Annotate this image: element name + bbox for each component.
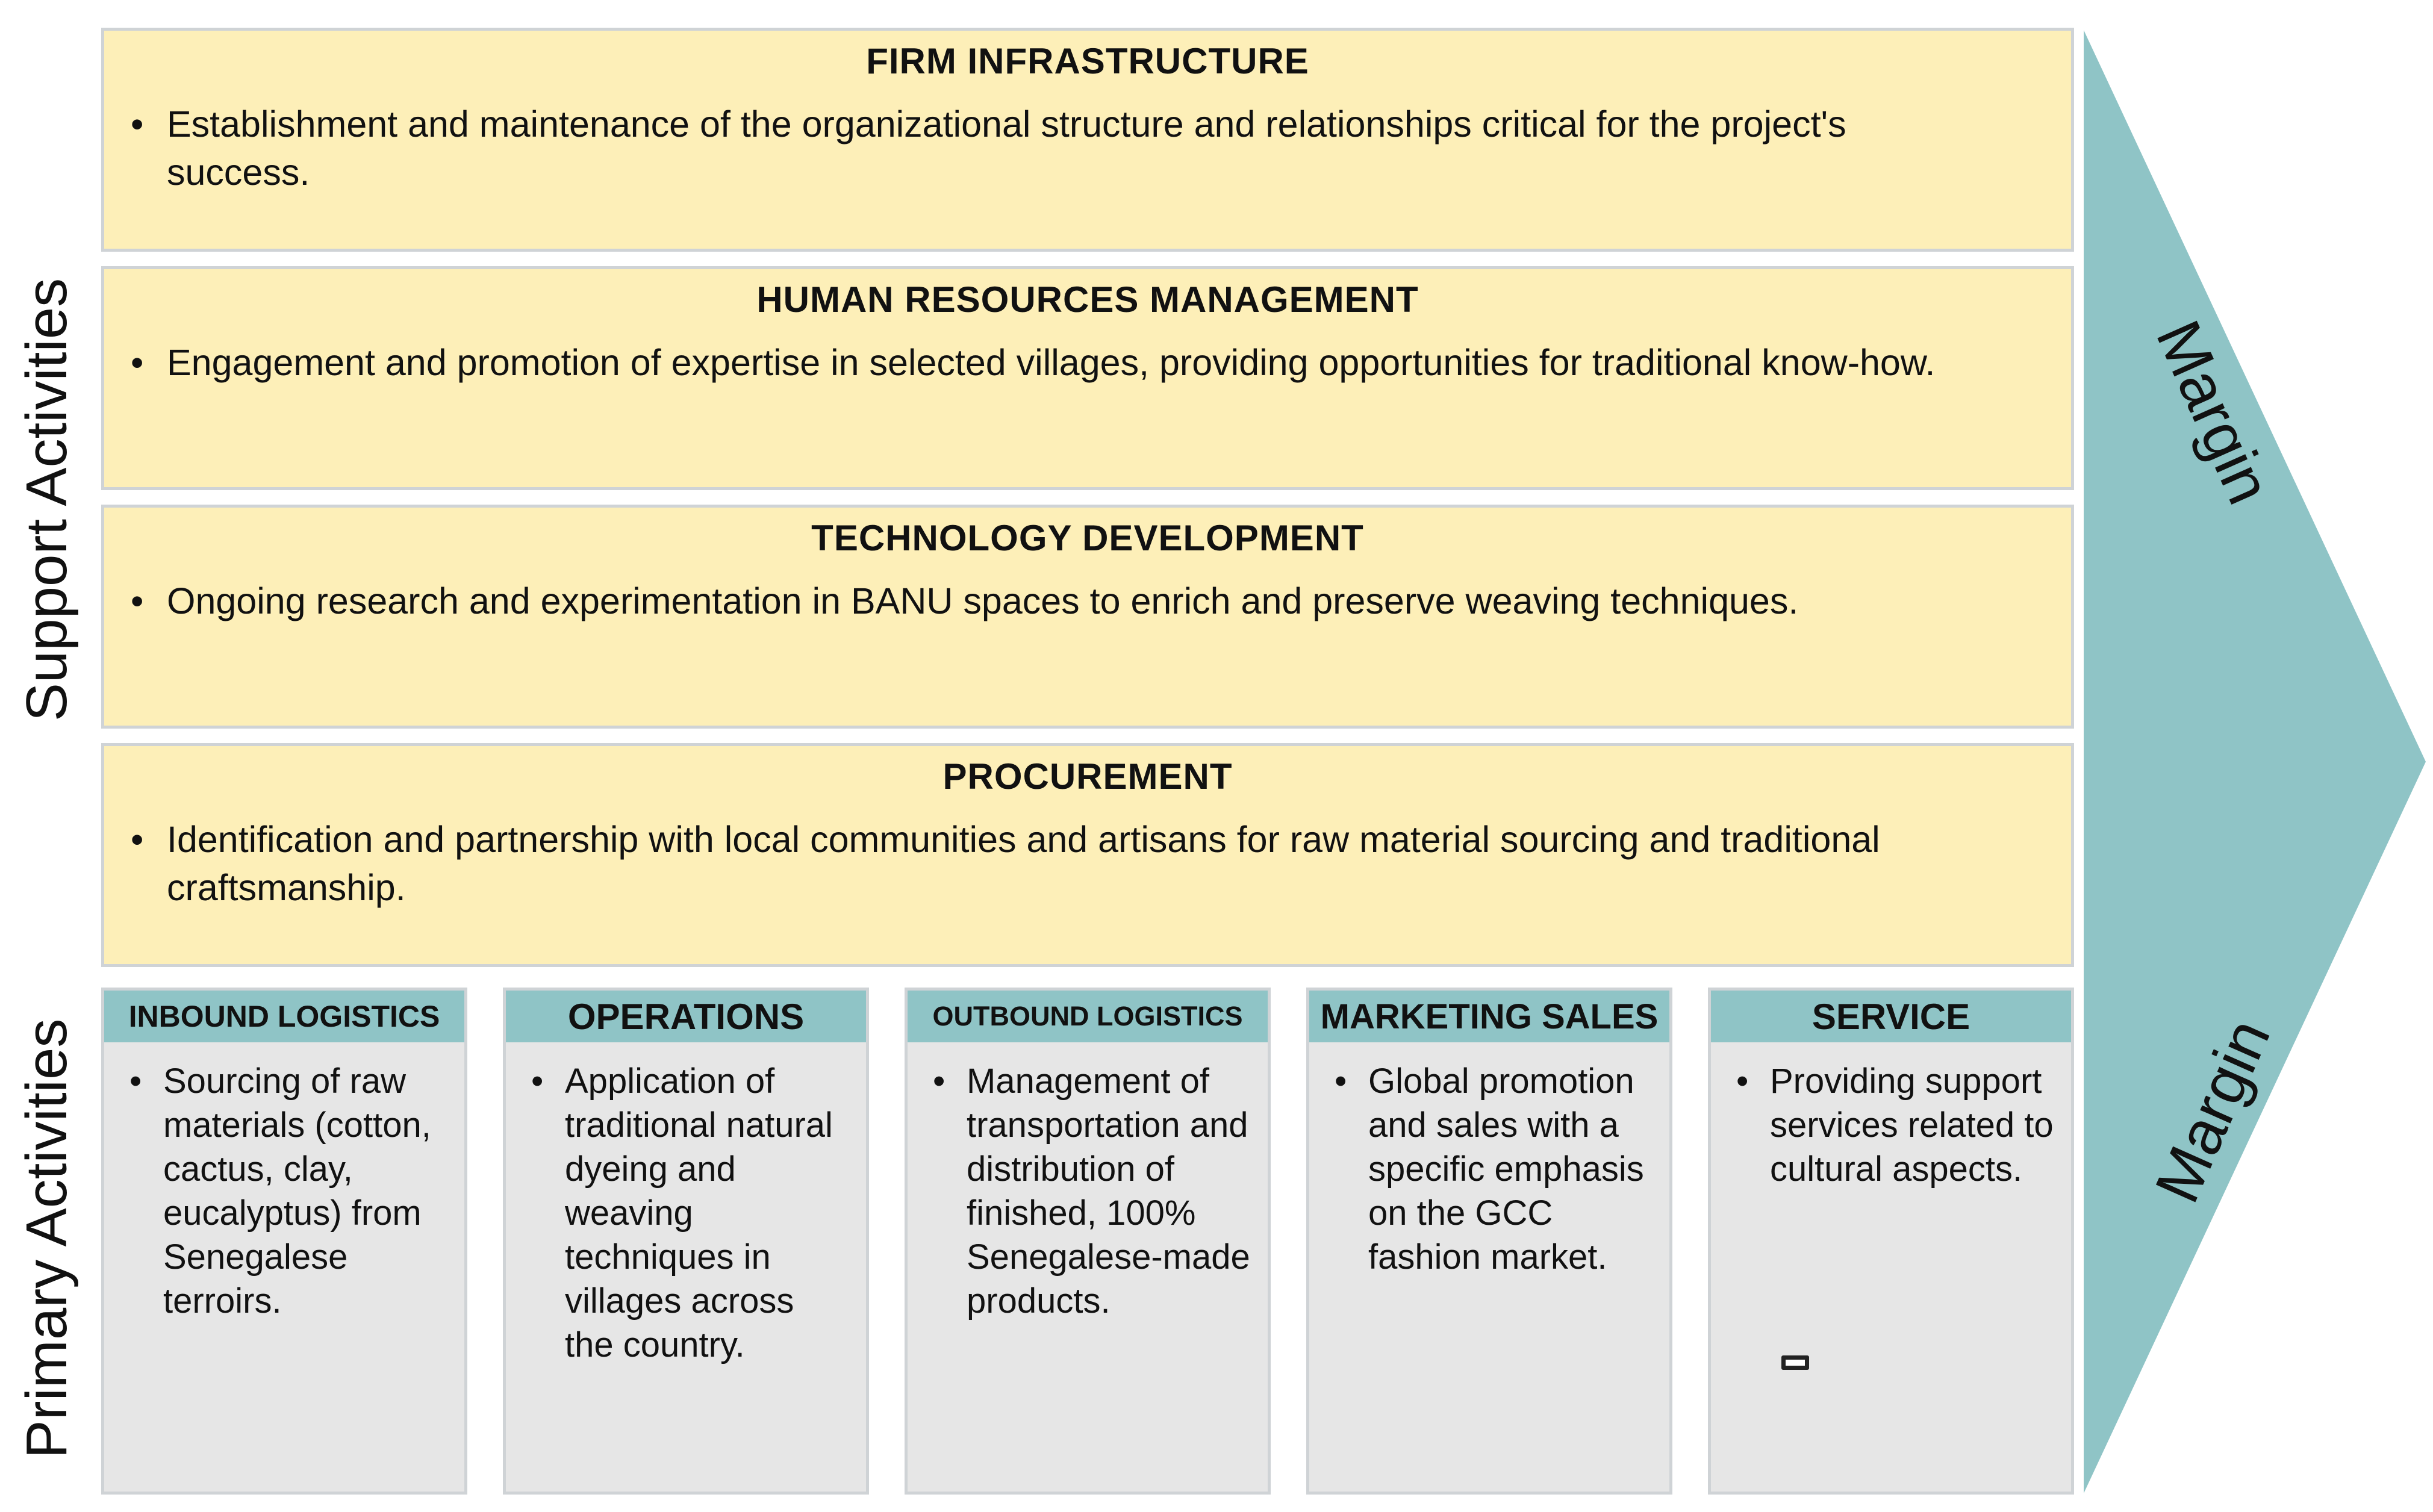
value-chain-diagram: Support Activities Primary Activities FIRM INFRASTRUCTURE • Establishment and maintenance of the organizational structure and relationships critical for the project's success. HUMAN RESOURCES MANAGEMENT • Engagement and promotion of expertise in selected villages, providing opportunities for traditional know-how. TECHNOLOGY DEVELOPMENT • Ongoing research and experimentation in BANU spaces to enrich and preserve weaving techniques. PROCUREMENT • Identification and partnership with local communities and artisans for raw material sourcing and traditional craftsmanship. INBOUND LOGISTICS • Sourcing of raw materials (cotton, cactus, clay, eucalyptus) from Senegalese terroirs. OPERATIONS • Application of traditional natural dyeing and weaving techniques in villages across the country. OUTBOUND LOGISTICS • Management of transportation and distribution of finished, 100% Senegalese-made products. MARKETING SALES • Global promotion and sales with a specific emphasis on the GCC fashion market. SERVICE • Providing support services related to cultural aspects. Margin Margin xyxy=(0,0,2433,1512)
margin-arrow-shape xyxy=(2084,30,2426,1493)
bullet-icon: • xyxy=(129,1062,142,1101)
operations-title: OPERATIONS xyxy=(506,991,866,1042)
marketing-sales-text: • Global promotion and sales with a specific emphasis on the GCC fashion market. xyxy=(1368,1059,1655,1279)
operations-box xyxy=(503,988,869,1495)
bullet-icon: • xyxy=(131,580,144,621)
service-text: • Providing support services related to cultural aspects. xyxy=(1770,1059,2057,1191)
service-title: SERVICE xyxy=(1711,991,2071,1042)
marketing-sales-box xyxy=(1306,988,1672,1495)
bullet-icon: • xyxy=(131,104,144,145)
bullet-icon: • xyxy=(1736,1062,1749,1101)
firm-infrastructure-text: • Establishment and maintenance of the organizational structure and relationships critical for the project's success. xyxy=(167,100,1999,196)
service-box xyxy=(1708,988,2074,1495)
inbound-logistics-box xyxy=(101,988,467,1495)
firm-infrastructure-title: FIRM INFRASTRUCTURE xyxy=(866,41,1309,81)
marketing-sales-title: MARKETING SALES xyxy=(1309,991,1669,1042)
firm-infrastructure-box xyxy=(101,28,2074,252)
inbound-logistics-title: INBOUND LOGISTICS xyxy=(104,991,464,1042)
human-resources-box xyxy=(101,266,2074,490)
outbound-logistics-box xyxy=(905,988,1271,1495)
margin-arrow xyxy=(2084,30,2433,1493)
procurement-text: • Identification and partnership with local communities and artisans for raw material sourcing and traditional craftsmanship. xyxy=(167,815,1999,912)
bullet-icon: • xyxy=(131,819,144,860)
placeholder-rectangle-icon xyxy=(1781,1355,1809,1370)
outbound-logistics-title: OUTBOUND LOGISTICS xyxy=(908,991,1268,1042)
outbound-logistics-text: • Management of transportation and distribution of finished, 100% Senegalese-made products. xyxy=(967,1059,1253,1323)
bullet-icon: • xyxy=(933,1062,945,1101)
procurement-box xyxy=(101,743,2074,967)
bullet-icon: • xyxy=(1335,1062,1347,1101)
technology-development-text: • Ongoing research and experimentation in BANU spaces to enrich and preserve weaving techniques. xyxy=(167,577,1999,625)
bullet-icon: • xyxy=(131,342,144,383)
procurement-title: PROCUREMENT xyxy=(942,756,1233,797)
technology-development-title: TECHNOLOGY DEVELOPMENT xyxy=(811,518,1364,558)
technology-development-box xyxy=(101,505,2074,729)
operations-text: • Application of traditional natural dyeing and weaving techniques in villages across the country. xyxy=(565,1059,852,1367)
inbound-logistics-text: • Sourcing of raw materials (cotton, cactus, clay, eucalyptus) from Senegalese terroirs. xyxy=(163,1059,450,1323)
human-resources-text: • Engagement and promotion of expertise in selected villages, providing opportunities for traditional know-how. xyxy=(167,338,1999,387)
human-resources-title: HUMAN RESOURCES MANAGEMENT xyxy=(756,279,1419,320)
bullet-icon: • xyxy=(531,1062,544,1101)
